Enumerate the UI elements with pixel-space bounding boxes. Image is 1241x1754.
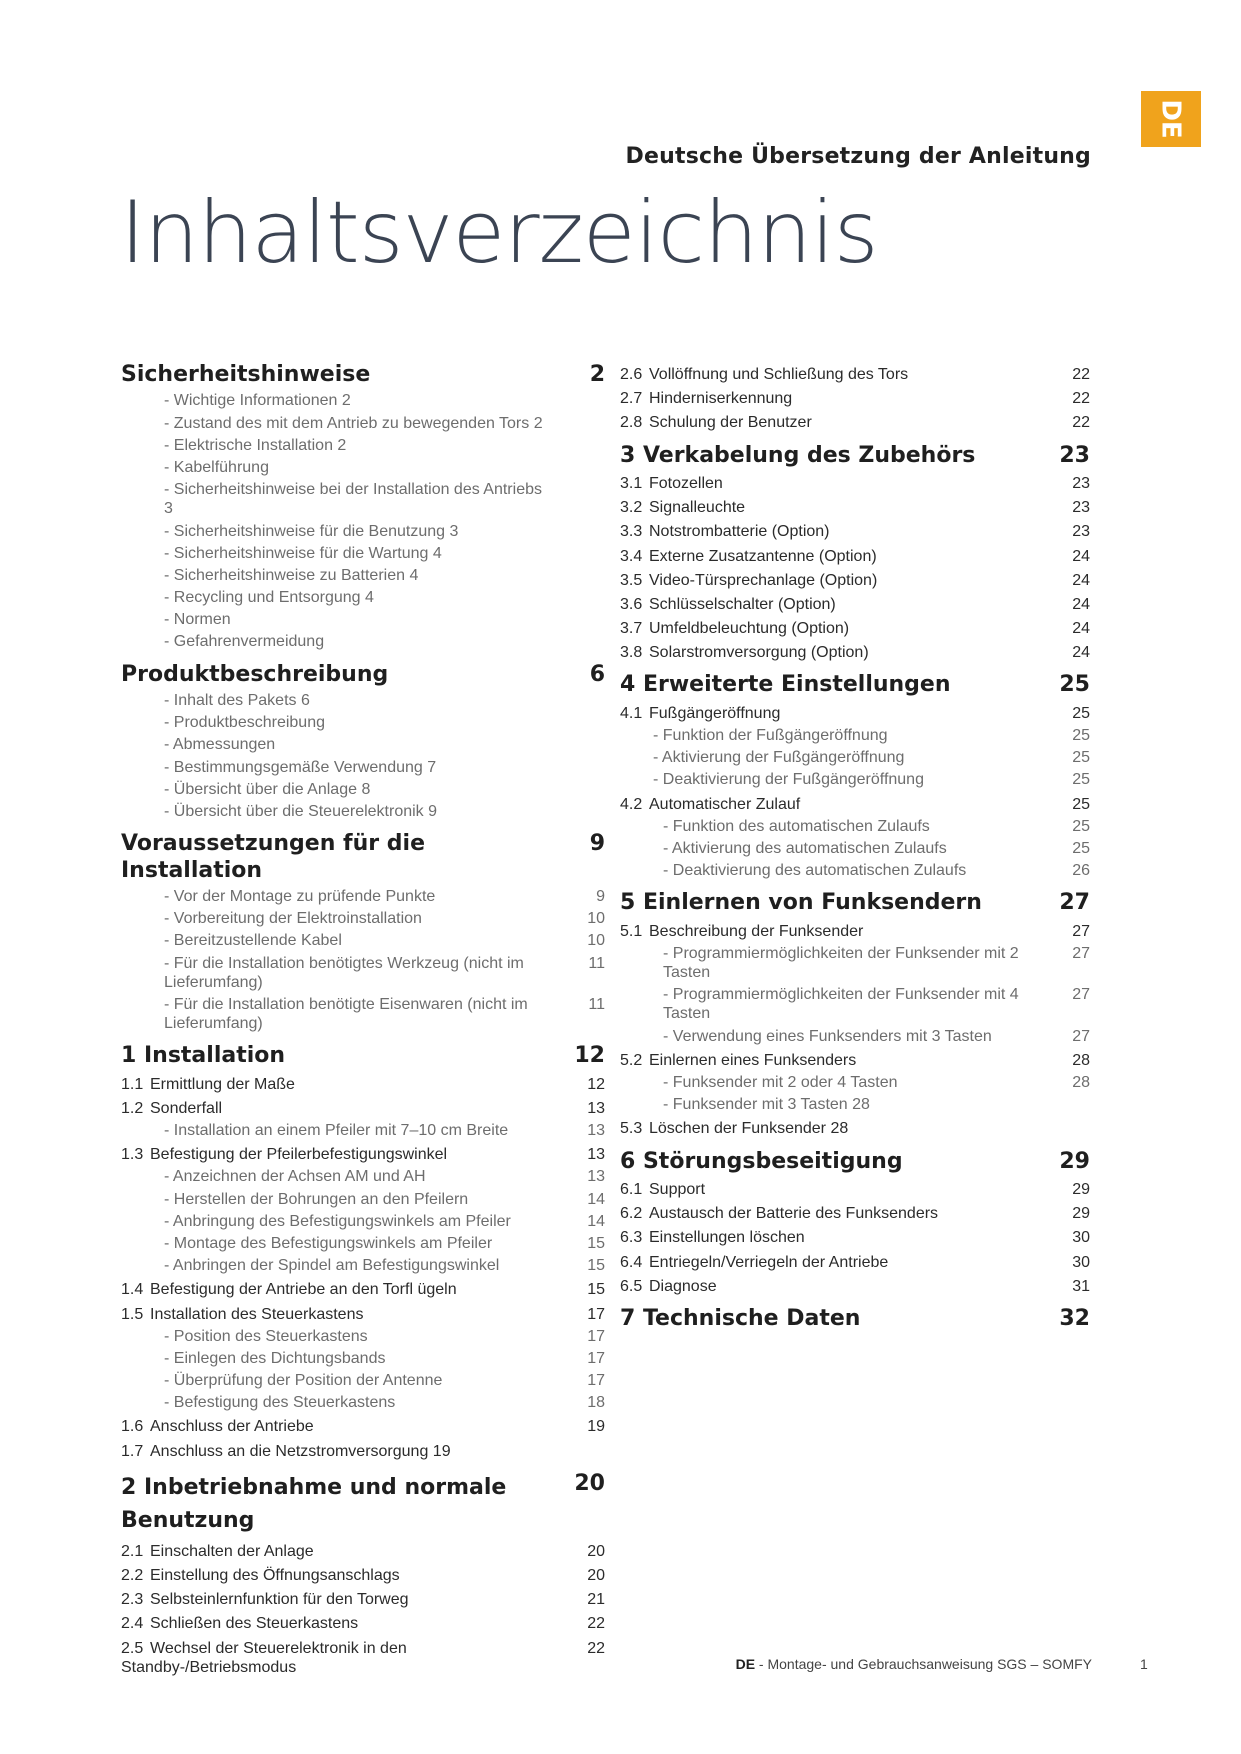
toc-page-number: 25 xyxy=(1072,795,1090,813)
toc-entry-label: 6 Störungsbeseitigung xyxy=(620,1148,903,1174)
toc-section-number: 5.1 xyxy=(620,922,643,940)
toc-entry-label: Diagnose xyxy=(649,1277,717,1295)
toc-entry-label: Schlüsselschalter (Option) xyxy=(649,595,836,613)
toc-entry-label: Ermittlung der Maße xyxy=(150,1075,295,1093)
toc-page-number: 24 xyxy=(1072,595,1090,613)
toc-page-number: 15 xyxy=(587,1234,605,1252)
toc-subitem[interactable] xyxy=(121,632,605,651)
toc-entry-label: - Gefahrenvermeidung xyxy=(164,633,325,651)
toc-subitem[interactable] xyxy=(121,1234,605,1253)
toc-page-number: 9 xyxy=(589,831,605,857)
toc-page-number: 12 xyxy=(587,1075,605,1093)
toc-section-number: 3.6 xyxy=(620,595,643,613)
toc-section-number: 1.2 xyxy=(121,1099,144,1117)
toc-entry-label: 3 Verkabelung des Zubehörs xyxy=(620,442,976,468)
toc-section-number: 6.4 xyxy=(620,1253,643,1271)
toc-section-number: 2.1 xyxy=(121,1542,144,1560)
toc-entry-label: - Normen xyxy=(164,611,231,629)
toc-page-number: 27 xyxy=(1072,986,1090,1004)
toc-section-number: 2.5 xyxy=(121,1639,144,1657)
toc-page-number: 20 xyxy=(587,1567,605,1585)
toc-page-number: 23 xyxy=(1059,442,1090,468)
toc-entry-label: 7 Technische Daten xyxy=(620,1305,861,1331)
toc-subitem[interactable] xyxy=(121,391,605,410)
toc-subitem[interactable] xyxy=(121,544,605,563)
toc-entry-label: - Anbringung des Befestigungswinkels am Pfeiler xyxy=(164,1212,511,1230)
toc-entry-label: - Herstellen der Bohrungen an den Pfeilern xyxy=(164,1190,469,1208)
toc-entry-label: - Kabelführung xyxy=(164,458,269,476)
toc-entry-label: - Produktbeschreibung xyxy=(164,714,325,732)
toc-subitem[interactable] xyxy=(121,522,605,541)
toc-entry-label: Beschreibung der Funksender xyxy=(649,922,864,940)
toc-page-number: 22 xyxy=(1072,390,1090,408)
toc-entry-label: - Sicherheitshinweise für die Wartung 4 xyxy=(164,544,442,562)
toc-entry-label: Fotozellen xyxy=(649,474,723,492)
toc-page-number: 32 xyxy=(1059,1305,1090,1331)
toc-entry-label: 5 Einlernen von Funksendern xyxy=(620,890,982,916)
toc-entry-label: Automatischer Zulauf xyxy=(649,795,801,813)
toc-entry-label: Sonderfall xyxy=(150,1099,223,1117)
toc-chapter[interactable] xyxy=(620,443,1090,469)
toc-subitem[interactable] xyxy=(620,1027,1090,1046)
toc-entry-label: - Programmiermöglichkeiten der Funksender mit 4 Tasten xyxy=(663,986,1019,1023)
toc-section[interactable] xyxy=(620,389,1090,408)
toc-subitem[interactable] xyxy=(620,726,1090,745)
toc-page-number: 13 xyxy=(587,1099,605,1117)
footer-lang: DE xyxy=(735,1656,756,1672)
toc-section-number: 3.8 xyxy=(620,644,643,662)
footer-text: - Montage- und Gebrauchsanweisung SGS – SOMFY xyxy=(755,1656,1092,1672)
toc-page-number: 14 xyxy=(587,1190,605,1208)
toc-subitem[interactable] xyxy=(121,1190,605,1209)
toc-subitem[interactable] xyxy=(121,588,605,607)
toc-subitem[interactable] xyxy=(121,458,605,477)
toc-entry-label: Video-Türsprechanlage (Option) xyxy=(649,571,878,589)
toc-page-number: 13 xyxy=(587,1122,605,1140)
toc-entry-label: - Aktivierung des automatischen Zulaufs xyxy=(663,839,947,857)
toc-entry-label: Schulung der Benutzer xyxy=(649,414,812,432)
toc-subitem[interactable] xyxy=(121,414,605,433)
toc-entry-label: - Deaktivierung der Fußgängeröffnung xyxy=(653,771,924,789)
toc-page-number: 10 xyxy=(587,910,605,928)
toc-chapter[interactable] xyxy=(121,662,605,688)
toc-chapter[interactable] xyxy=(620,672,1090,698)
toc-section[interactable] xyxy=(620,1277,1090,1296)
toc-subitem[interactable] xyxy=(121,1349,605,1368)
toc-entry-label: - Funktion des automatischen Zulaufs xyxy=(663,817,930,835)
toc-entry-label: - Einlegen des Dichtungsbands xyxy=(164,1349,386,1367)
toc-subitem[interactable] xyxy=(121,954,605,992)
toc-page-number: 22 xyxy=(587,1615,605,1633)
toc-entry-label: Befestigung der Antriebe an den Torfl ügeln xyxy=(150,1281,457,1299)
toc-entry-label: 4 Erweiterte Einstellungen xyxy=(620,672,951,698)
toc-page-number: 27 xyxy=(1072,922,1090,940)
toc-section[interactable] xyxy=(620,571,1090,590)
toc-entry-label: - Übersicht über die Steuerelektronik 9 xyxy=(164,802,438,820)
toc-page-number: 17 xyxy=(587,1349,605,1367)
toc-section[interactable] xyxy=(121,1542,605,1561)
toc-page-number: 25 xyxy=(1072,749,1090,767)
toc-entry-label: - Position des Steuerkastens xyxy=(164,1327,368,1345)
toc-page-number: 22 xyxy=(587,1639,605,1657)
toc-section[interactable] xyxy=(620,498,1090,517)
toc-page-number: 11 xyxy=(588,954,605,972)
toc-page-number: 25 xyxy=(1072,817,1090,835)
toc-entry-label: Einlernen eines Funksenders xyxy=(649,1051,857,1069)
toc-entry-label: Hinderniserkennung xyxy=(649,390,793,408)
toc-subitem[interactable] xyxy=(121,995,605,1033)
toc-entry-label: Anschluss der Antriebe xyxy=(150,1418,314,1436)
toc-entry-label: Selbsteinlernfunktion für den Torweg xyxy=(150,1591,409,1609)
toc-section[interactable] xyxy=(121,1305,605,1324)
toc-entry-label: Löschen der Funksender 28 xyxy=(649,1120,849,1138)
toc-chapter[interactable] xyxy=(121,831,605,884)
toc-entry-label: Einstellungen löschen xyxy=(649,1229,805,1247)
toc-section-number: 1.1 xyxy=(121,1075,144,1093)
language-tab xyxy=(1141,91,1201,147)
toc-section[interactable] xyxy=(620,922,1090,941)
toc-subitem[interactable] xyxy=(121,802,605,821)
toc-page-number: 9 xyxy=(596,887,605,905)
toc-subitem[interactable] xyxy=(121,713,605,732)
toc-section[interactable] xyxy=(620,1204,1090,1223)
toc-page-number: 31 xyxy=(1072,1277,1090,1295)
toc-chapter[interactable] xyxy=(121,1471,605,1537)
document-subtitle: Deutsche Übersetzung der Anleitung xyxy=(625,144,1091,169)
toc-entry-label: - Funktion der Fußgängeröffnung xyxy=(653,727,888,745)
toc-page-number: 17 xyxy=(587,1372,605,1390)
toc-entry-label: - Programmiermöglichkeiten der Funksender mit 2 Tasten xyxy=(663,944,1019,982)
toc-entry-label: - Abmessungen xyxy=(164,736,276,754)
toc-entry-label: - Installation an einem Pfeiler mit 7–10 cm Breite xyxy=(164,1122,509,1140)
toc-entry-label: - Zustand des mit dem Antrieb zu bewegenden Tors 2 xyxy=(164,414,543,432)
toc-section-number: 2.7 xyxy=(620,390,643,408)
toc-page-number: 20 xyxy=(574,1470,605,1496)
toc-subitem[interactable] xyxy=(620,839,1090,858)
page-number: 1 xyxy=(1140,1656,1148,1672)
toc-page-number: 28 xyxy=(1072,1074,1090,1092)
toc-section[interactable] xyxy=(121,1417,605,1436)
toc-entry-label: 2 Inbetriebnahme und normale Benutzung xyxy=(121,1474,507,1533)
toc-subitem[interactable] xyxy=(121,1212,605,1231)
toc-left-column xyxy=(121,362,605,1680)
toc-page-number: 17 xyxy=(587,1327,605,1345)
toc-section[interactable] xyxy=(620,365,1090,384)
toc-page-number: 10 xyxy=(587,932,605,950)
toc-entry-label: - Recycling und Entsorgung 4 xyxy=(164,589,374,607)
toc-page-number: 13 xyxy=(587,1168,605,1186)
toc-entry-label: - Funksender mit 2 oder 4 Tasten xyxy=(663,1074,898,1092)
toc-section[interactable] xyxy=(121,1566,605,1585)
toc-section-number: 2.6 xyxy=(620,366,643,383)
toc-entry-label: Installation des Steuerkastens xyxy=(150,1305,364,1323)
toc-entry-label: - Funksender mit 3 Tasten 28 xyxy=(663,1096,870,1114)
toc-page-number: 27 xyxy=(1072,1027,1090,1045)
toc-section[interactable] xyxy=(620,1051,1090,1070)
toc-subitem[interactable] xyxy=(121,1121,605,1140)
toc-section-number: 1.6 xyxy=(121,1418,144,1436)
toc-page-number: 14 xyxy=(587,1212,605,1230)
toc-entry-label: Befestigung der Pfeilerbefestigungswinkel xyxy=(150,1146,448,1164)
toc-entry-label: - Inhalt des Pakets 6 xyxy=(164,692,310,710)
toc-section[interactable] xyxy=(620,595,1090,614)
toc-page-number: 27 xyxy=(1059,890,1090,916)
toc-entry-label: Vollöffnung und Schließung des Tors xyxy=(649,366,909,383)
toc-page-number: 19 xyxy=(587,1418,605,1436)
toc-section[interactable] xyxy=(121,1639,605,1677)
toc-entry-label: - Anbringen der Spindel am Befestigungswinkel xyxy=(164,1257,500,1275)
toc-section-number: 2.3 xyxy=(121,1591,144,1609)
toc-entry-label: - Elektrische Installation 2 xyxy=(164,436,347,454)
toc-section-number: 5.3 xyxy=(620,1120,643,1138)
toc-subitem[interactable] xyxy=(121,480,605,518)
toc-section-number: 6.1 xyxy=(620,1181,643,1198)
language-tab-label: DE xyxy=(1156,99,1186,139)
toc-entry-label: 1 Installation xyxy=(121,1043,286,1069)
toc-page-number: 23 xyxy=(1072,523,1090,541)
toc-section[interactable] xyxy=(121,1280,605,1299)
toc-section[interactable] xyxy=(620,704,1090,723)
toc-page-number: 25 xyxy=(1072,839,1090,857)
toc-entry-label: Schließen des Steuerkastens xyxy=(150,1615,359,1633)
toc-entry-label: Wechsel der Steuerelektronik in den Standby-/Betriebsmodus xyxy=(121,1639,407,1676)
toc-section-number: 5.2 xyxy=(620,1051,643,1069)
toc-entry-label: - Anzeichnen der Achsen AM und AH xyxy=(164,1168,426,1186)
toc-subitem[interactable] xyxy=(620,1073,1090,1092)
toc-section-number: 3.7 xyxy=(620,620,643,638)
toc-page-number: 17 xyxy=(587,1305,605,1323)
toc-entry-label: Voraussetzungen für die Installation xyxy=(121,831,425,883)
toc-subitem[interactable] xyxy=(620,861,1090,880)
toc-page-number: 21 xyxy=(587,1591,605,1609)
toc-subitem[interactable] xyxy=(121,1371,605,1390)
toc-entry-label: Einschalten der Anlage xyxy=(150,1542,314,1560)
toc-page-number: 20 xyxy=(587,1542,605,1560)
toc-entry-label: Umfeldbeleuchtung (Option) xyxy=(649,620,850,638)
toc-page-number: 29 xyxy=(1059,1148,1090,1174)
toc-page-number: 25 xyxy=(1072,771,1090,789)
toc-section-number: 3.4 xyxy=(620,547,643,565)
toc-section[interactable] xyxy=(620,1253,1090,1272)
toc-subitem[interactable] xyxy=(121,436,605,455)
toc-entry-label: - Bereitzustellende Kabel xyxy=(164,932,342,950)
toc-section[interactable] xyxy=(620,1228,1090,1247)
toc-page-number: 25 xyxy=(1072,727,1090,745)
toc-section-number: 6.5 xyxy=(620,1277,643,1295)
footer xyxy=(736,1656,1092,1672)
toc-section[interactable] xyxy=(620,522,1090,541)
toc-page-number: 25 xyxy=(1072,704,1090,722)
toc-page-number: 24 xyxy=(1072,571,1090,589)
toc-entry-label: - Deaktivierung des automatischen Zulaufs xyxy=(663,862,967,880)
toc-chapter[interactable] xyxy=(620,1149,1090,1175)
toc-subitem[interactable] xyxy=(121,931,605,950)
toc-entry-label: - Montage des Befestigungswinkels am Pfeiler xyxy=(164,1234,493,1252)
toc-section[interactable] xyxy=(121,1442,605,1461)
toc-page-number: 22 xyxy=(1072,366,1090,383)
toc-right-column xyxy=(620,360,1090,1334)
toc-page-number: 30 xyxy=(1072,1253,1090,1271)
page-title: Inhaltsverzeichnis xyxy=(120,183,878,283)
toc-entry-label: - Sicherheitshinweise zu Batterien 4 xyxy=(164,566,419,584)
toc-page-number: 12 xyxy=(574,1043,605,1069)
toc-entry-label: Sicherheitshinweise xyxy=(121,362,371,387)
toc-entry-label: Produktbeschreibung xyxy=(121,661,389,687)
toc-subitem[interactable] xyxy=(620,944,1090,982)
toc-page-number: 24 xyxy=(1072,547,1090,565)
toc-section-number: 3.3 xyxy=(620,523,643,541)
toc-entry-label: Austausch der Batterie des Funksenders xyxy=(649,1205,939,1223)
toc-section[interactable] xyxy=(121,1075,605,1094)
toc-page-number: 15 xyxy=(587,1281,605,1299)
toc-page-number: 18 xyxy=(587,1394,605,1412)
toc-section-number: 1.4 xyxy=(121,1281,144,1299)
toc-page-number: 11 xyxy=(588,995,605,1013)
toc-page-number: 22 xyxy=(1072,414,1090,432)
toc-section[interactable] xyxy=(620,1119,1090,1138)
toc-page-number: 13 xyxy=(587,1146,605,1164)
toc-page-number: 24 xyxy=(1072,644,1090,662)
toc-entry-label: - Übersicht über die Anlage 8 xyxy=(164,780,371,798)
toc-subitem[interactable] xyxy=(121,887,605,906)
toc-chapter[interactable] xyxy=(121,362,605,388)
toc-subitem[interactable] xyxy=(620,748,1090,767)
toc-entry-label: Notstrombatterie (Option) xyxy=(649,523,830,541)
toc-section-number: 2.4 xyxy=(121,1615,144,1633)
toc-entry-label: - Bestimmungsgemäße Verwendung 7 xyxy=(164,758,437,776)
toc-entry-label: - Überprüfung der Position der Antenne xyxy=(164,1372,443,1390)
toc-section[interactable] xyxy=(620,619,1090,638)
toc-entry-label: - Sicherheitshinweise für die Benutzung 3 xyxy=(164,522,459,540)
toc-page-number: 28 xyxy=(1072,1051,1090,1069)
toc-page-number: 15 xyxy=(587,1257,605,1275)
toc-subitem[interactable] xyxy=(121,735,605,754)
toc-entry-label: - Wichtige Informationen 2 xyxy=(164,392,351,410)
toc-section-number: 2.8 xyxy=(620,414,643,432)
toc-section[interactable] xyxy=(620,474,1090,493)
toc-entry-label: - Für die Installation benötigtes Werkzeug (nicht im Lieferumfang) xyxy=(164,954,524,991)
toc-section[interactable] xyxy=(121,1145,605,1164)
toc-entry-label: - Für die Installation benötigte Eisenwaren (nicht im Lieferumfang) xyxy=(164,995,528,1033)
toc-page-number: 27 xyxy=(1072,944,1090,962)
toc-subitem[interactable] xyxy=(121,1167,605,1186)
toc-section-number: 1.7 xyxy=(121,1442,144,1460)
toc-subitem[interactable] xyxy=(121,1256,605,1275)
toc-page-number: 6 xyxy=(589,661,605,687)
toc-page-number: 24 xyxy=(1072,620,1090,638)
toc-section-number: 4.2 xyxy=(620,795,643,813)
toc-subitem[interactable] xyxy=(121,1327,605,1346)
toc-entry-label: Entriegeln/Verriegeln der Antriebe xyxy=(649,1253,889,1271)
toc-page-number: 26 xyxy=(1072,862,1090,880)
toc-entry-label: - Verwendung eines Funksenders mit 3 Tasten xyxy=(663,1027,992,1045)
toc-subitem[interactable] xyxy=(121,780,605,799)
toc-page-number: 29 xyxy=(1072,1205,1090,1223)
toc-section[interactable] xyxy=(620,795,1090,814)
toc-subitem[interactable] xyxy=(620,985,1090,1023)
toc-chapter[interactable] xyxy=(620,890,1090,916)
toc-entry-label: Support xyxy=(649,1181,706,1198)
toc-section[interactable] xyxy=(620,1180,1090,1199)
toc-page-number: 29 xyxy=(1072,1181,1090,1198)
toc-section-number: 1.5 xyxy=(121,1305,144,1323)
toc-page-number: 23 xyxy=(1072,474,1090,492)
toc-entry-label: Anschluss an die Netzstromversorgung 19 xyxy=(150,1442,451,1460)
toc-entry-label: - Befestigung des Steuerkastens xyxy=(164,1394,396,1412)
toc-section-number: 4.1 xyxy=(620,704,643,722)
toc-entry-label: Externe Zusatzantenne (Option) xyxy=(649,547,877,565)
toc-section-number: 1.3 xyxy=(121,1146,144,1164)
toc-section-number: 6.2 xyxy=(620,1205,643,1223)
toc-subitem[interactable] xyxy=(121,1393,605,1412)
toc-section[interactable] xyxy=(620,413,1090,432)
toc-subitem[interactable] xyxy=(121,691,605,710)
toc-entry-label: Signalleuchte xyxy=(649,499,746,517)
toc-section-number: 3.5 xyxy=(620,571,643,589)
toc-subitem[interactable] xyxy=(620,817,1090,836)
toc-section[interactable] xyxy=(620,643,1090,662)
toc-section-number: 3.2 xyxy=(620,499,643,517)
toc-page-number: 2 xyxy=(589,362,605,387)
toc-chapter[interactable] xyxy=(620,1306,1090,1332)
toc-page-number: 23 xyxy=(1072,499,1090,517)
toc-entry-label: - Aktivierung der Fußgängeröffnung xyxy=(653,749,905,767)
toc-section[interactable] xyxy=(121,1099,605,1118)
toc-section-number: 6.3 xyxy=(620,1229,643,1247)
toc-page-number: 25 xyxy=(1059,672,1090,698)
toc-entry-label: Fußgängeröffnung xyxy=(649,704,781,722)
toc-section[interactable] xyxy=(121,1590,605,1609)
toc-subitem[interactable] xyxy=(121,909,605,928)
toc-section-number: 3.1 xyxy=(620,474,643,492)
toc-section[interactable] xyxy=(620,547,1090,566)
toc-entry-label: Solarstromversorgung (Option) xyxy=(649,644,869,662)
toc-entry-label: - Sicherheitshinweise bei der Installation des Antriebs 3 xyxy=(164,481,542,518)
toc-subitem[interactable] xyxy=(121,566,605,585)
toc-entry-label: - Vorbereitung der Elektroinstallation xyxy=(164,910,422,928)
toc-entry-label: - Vor der Montage zu prüfende Punkte xyxy=(164,887,436,905)
toc-subitem[interactable] xyxy=(121,758,605,777)
toc-entry-label: Einstellung des Öffnungsanschlags xyxy=(150,1567,400,1585)
toc-subitem[interactable] xyxy=(121,610,605,629)
toc-page-number: 30 xyxy=(1072,1229,1090,1247)
toc-section[interactable] xyxy=(121,1614,605,1633)
toc-subitem[interactable] xyxy=(620,770,1090,789)
toc-subitem[interactable] xyxy=(620,1095,1090,1114)
toc-section-number: 2.2 xyxy=(121,1567,144,1585)
toc-chapter[interactable] xyxy=(121,1043,605,1069)
